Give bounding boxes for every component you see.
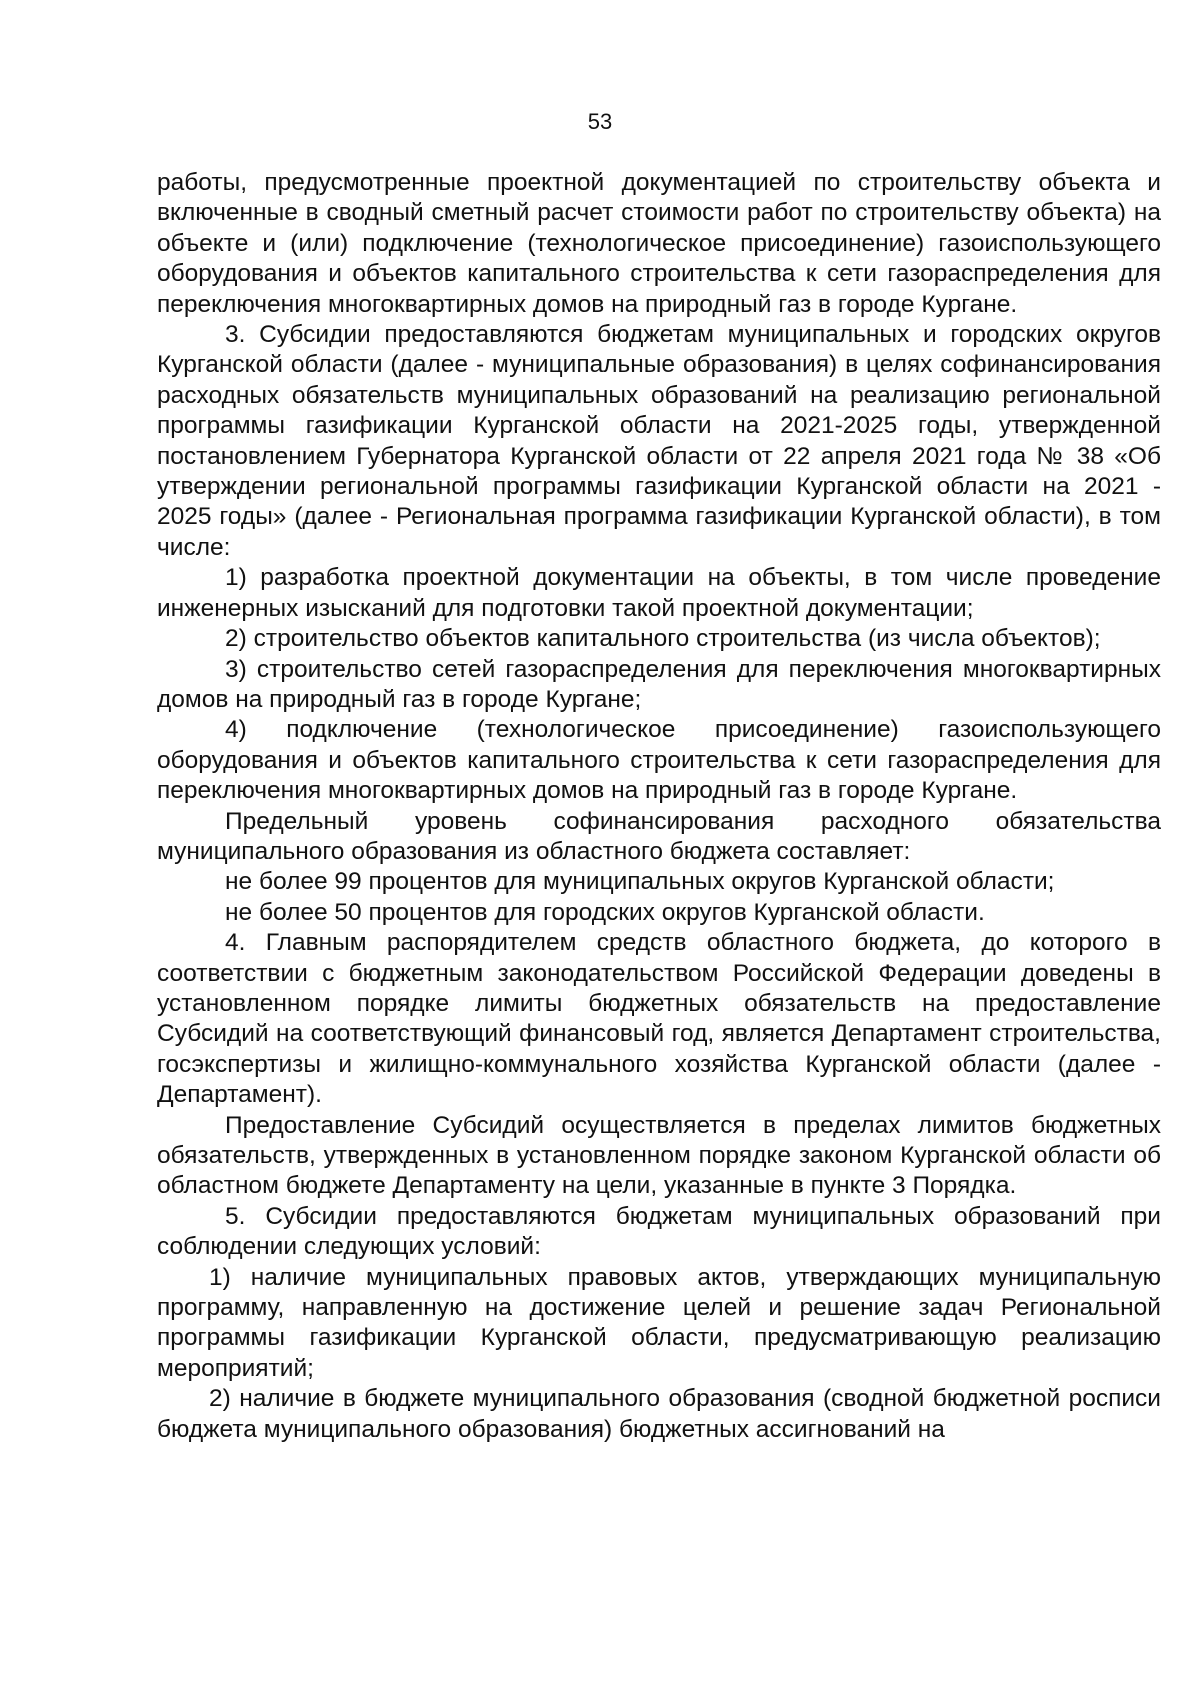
paragraph-municipal-districts: не более 99 процентов для муниципальных округов Курганской области; bbox=[225, 868, 1055, 896]
paragraph-item-5: 5. Субсидии предоставляются бюджетам муниципальных образований при соблюдении следующих условий: bbox=[157, 1202, 1161, 1261]
condition-2: 2) наличие в бюджете муниципального образования (сводной бюджетной росписи бюджета муниципального образования) бюджетных ассигнований на bbox=[157, 1385, 1161, 1443]
subitem-2: 2) строительство объектов капитального строительства (из числа объектов); bbox=[225, 625, 1101, 653]
paragraph-subsidy-limits: Предоставление Субсидий осуществляется в пределах лимитов бюджетных обязательств, утвержденных в установленном порядке законом Курганской области об областном бюджете Департаменту на цели, указанные в пункте 3 Порядка. bbox=[157, 1111, 1161, 1200]
paragraph-cofinancing-level: Предельный уровень софинансирования расходного обязательства муниципального образования из областного бюджета составляет: bbox=[157, 807, 1161, 865]
subitem-1: 1) разработка проектной документации на объекты, в том числе проведение инженерных изысканий для подготовки такой проектной документации; bbox=[157, 564, 1161, 622]
subitem-3: 3) строительство сетей газораспределения для переключения многоквартирных домов на природный газ в городе Кургане; bbox=[157, 655, 1161, 713]
paragraph-item-4: 4. Главным распорядителем средств областного бюджета, до которого в соответствии с бюджетным законодательством Российской Федерации доведены в установленном порядке лимиты бюджетных обязательств на предоставление Субсидий на соответствующий финансовый год, является Департамент строительства, госэкспертизы и жилищно-коммунального хозяйства Курганской области (далее - Департамент). bbox=[157, 929, 1161, 1109]
page-number: 53 bbox=[587, 109, 613, 134]
subitem-4: 4) подключение (технологическое присоединение) газоиспользующего оборудования и объектов капитального строительства к сети газораспределения для переключения многоквартирных домов на природный газ в городе Кургане. bbox=[157, 716, 1161, 805]
condition-1: 1) наличие муниципальных правовых актов, утверждающих муниципальную программу, направленную на достижение целей и решение задач Региональной программы газификации Курганской области, предусматривающую реализацию мероприятий; bbox=[157, 1263, 1161, 1382]
document-body bbox=[157, 168, 1161, 1445]
paragraph-item-3: 3. Субсидии предоставляются бюджетам муниципальных и городских округов Курганской области (далее - муниципальные образования) в целях софинансирования расходных обязательств муниципальных образований на реализацию региональной программы газификации Курганской области на 2021-2025 годы, утвержденной постановлением Губернатора Курганской области от 22 апреля 2021 года № 38 «Об утверждении региональной программы газификации Курганской области на 2021 - 2025 годы» (далее - Региональная программа газификации Курганской области), в том числе: bbox=[157, 321, 1161, 561]
paragraph-continuation: работы, предусмотренные проектной документацией по строительству объекта и включенные в сводный сметный расчет стоимости работ по строительству объекта) на объекте и (или) подключение (технологическое присоединение) газоиспользующего оборудования и объектов капитального строительства к сети газораспределения для переключения многоквартирных домов на природный газ в городе Кургане. bbox=[157, 169, 1161, 318]
paragraph-city-districts: не более 50 процентов для городских округов Курганской области. bbox=[225, 898, 985, 926]
